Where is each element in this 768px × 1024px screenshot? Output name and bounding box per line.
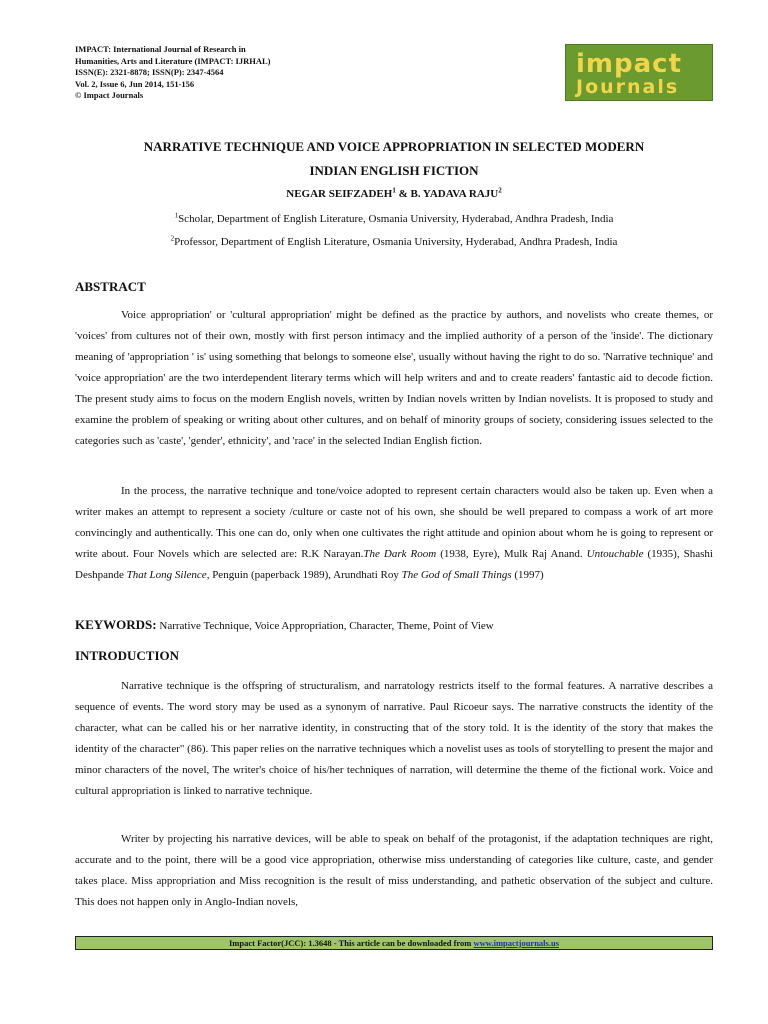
impact-journals-logo (565, 44, 713, 101)
title-line: NARRATIVE TECHNIQUE AND VOICE APPROPRIATION IN SELECTED MODERN (143, 139, 645, 154)
introduction-paragraph-2: Writer by projecting his narrative devices, will be able to speak on behalf of the protagonist, if the adaptation techniques are right, accurate and to the point, there will be a good vice appropriation, otherwise miss understanding of categories like culture, caste, and gender takes place. Miss appropriation and Miss recognition is the result of miss understanding, and pathetic observation of the subject and culture. This does not happen only in Anglo-Indian novels, (75, 833, 713, 908)
keywords-text: Narrative Technique, Voice Appropriation, Character, Theme, Point of View (156, 620, 494, 632)
keywords-line (75, 617, 494, 633)
novel-title: That Long Silence (126, 569, 207, 581)
affiliation-text: Scholar, Department of English Literature, Osmania University, Hyderabad, Andhra Pradesh, India (178, 213, 614, 225)
introduction-heading: INTRODUCTION (75, 648, 180, 663)
affiliation-1 (75, 213, 713, 225)
novel-title: The Dark Room (363, 548, 437, 560)
journal-website-link[interactable]: www.impactjournals.us (473, 938, 559, 948)
affiliation-sup: 1 (174, 211, 179, 220)
title-line: INDIAN ENGLISH FICTION (309, 163, 479, 178)
abstract-text: (1997) (511, 569, 544, 581)
keywords-label: KEYWORDS: (75, 617, 157, 632)
abstract-heading: ABSTRACT (75, 279, 146, 294)
abstract-text: , Penguin (paperback 1989), Arundhati Roy (206, 569, 402, 581)
logo-text-impact: impact (576, 49, 683, 79)
novel-title: Untouchable (586, 548, 644, 560)
affiliation-sup: 2 (170, 234, 175, 243)
author-name: NEGAR SEIFZADEH (286, 188, 393, 200)
journal-name-line: Humanities, Arts and Literature (IMPACT: IJRHAL) (75, 55, 271, 66)
abstract-text: (1938, Eyre), Mulk Raj Anand. (436, 548, 587, 560)
abstract-paragraph-2 (75, 481, 713, 586)
footer-bar (75, 936, 713, 950)
abstract-paragraph-1: Voice appropriation' or 'cultural appropriation' might be defined as the practice by authors, and novelists who create themes, or 'voices' from cultures not of their own, mostly with first person intimacy and the implied authority of a person of the 'inside'. The dictionary meaning of 'appropriation ' is' using something that belongs to someone else', usually without having the right to do so. 'Narrative technique' and 'voice appropriation' are the two interdependent literary terms which will help writers and and to create readers' fantastic aid to decode fiction. The present study aims to focus on the modern English novels, written by Indian novels written by Indian novelists. It is proposed to study and examine the problem of speaking or writing about other cultures, and on behalf of minority groups of society, considering issues selected to the categories such as 'caste', 'gender', ethnicity', and 'race' in the selected Indian English fiction. (75, 309, 713, 447)
affiliation-2 (75, 236, 713, 248)
novel-title: The God of Small Things (401, 569, 512, 581)
affiliation-text: Professor, Department of English Literature, Osmania University, Hyderabad, Andhra Pradesh, India (174, 236, 618, 248)
authors-ampersand: & (395, 188, 411, 200)
author-name: B. YADAVA RAJU (410, 188, 499, 200)
copyright-line: © Impact Journals (75, 90, 144, 100)
author-sup: 2 (498, 186, 502, 195)
introduction-paragraph-1: Narrative technique is the offspring of structuralism, and narratology restricts itself to the formal features. A narrative describes a sequence of events. The word story may be used as a synonym of narrative. Paul Ricoeur says. The narrative constructs the identity of the character, what can be called his or her narrative identity, in constructing that of the story told. It is the identity of the story that makes the identity of the character" (86). This paper relies on the narrative techniques which a novelist uses as tools of storytelling to present the major and minor characters of the novel, The writer's choice of his/her techniques of narration, will determine the theme of the fictional work. Voice and cultural appropriation is linked to narrative technique. (75, 680, 713, 797)
logo-text-journals: Journals (576, 76, 680, 98)
volume-line: Vol. 2, Issue 6, Jun 2014, 151-156 (75, 78, 195, 89)
paper-title (75, 135, 713, 183)
authors-line (75, 188, 713, 200)
issn-line: ISSN(E): 2321-8878; ISSN(P): 2347-4564 (75, 67, 224, 77)
abstract-text: (1935), Shashi Deshpande (75, 548, 713, 581)
footer-text: Impact Factor(JCC): 1.3648 - This article can be downloaded from (229, 938, 474, 948)
abstract-text: In the process, the narrative technique and tone/voice adopted to represent certain characters would also be taken up. Even when a writer makes an attempt to represent a society /culture or caste not of his own, she should be well prepared to compass a work of art more convincingly and authentically. This one can do, only when one cultivates the right attitude and opinion about whom he is going to represent or write about. Four Novels which are selected are: R.K Narayan. (75, 485, 713, 560)
journal-header (75, 44, 395, 102)
author-sup: 1 (392, 186, 396, 195)
journal-name-line: IMPACT: International Journal of Research in (75, 44, 246, 54)
